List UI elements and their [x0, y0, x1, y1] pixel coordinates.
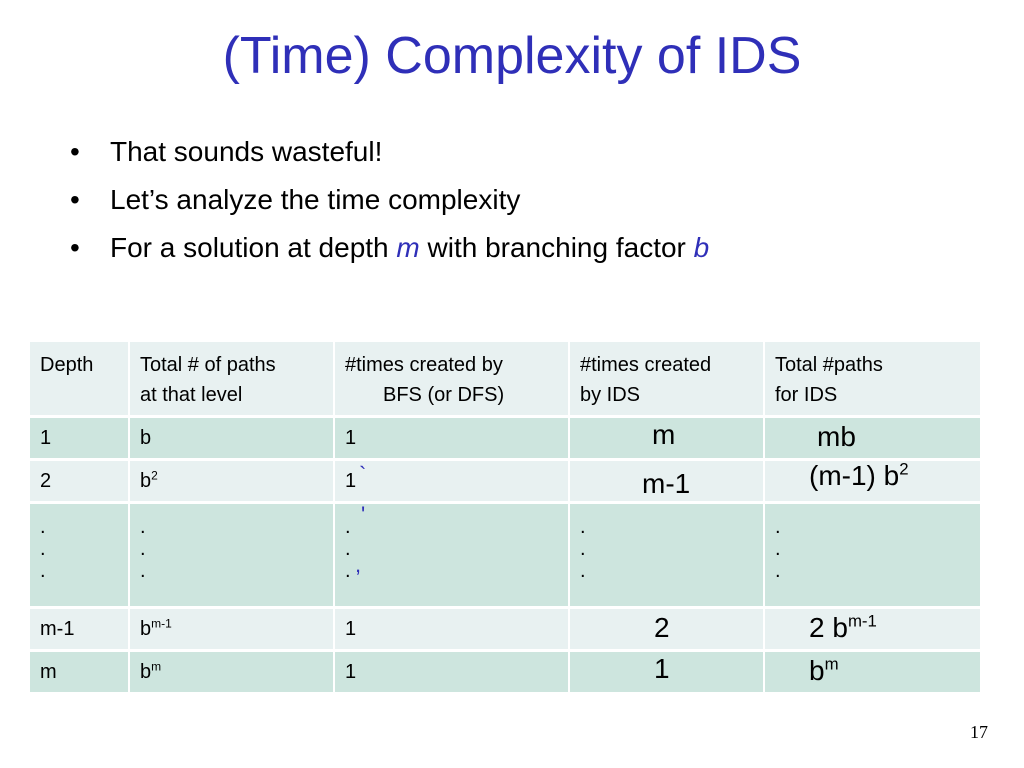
bullet-text: For a solution at depth — [110, 232, 397, 263]
cell-total: . . . — [765, 504, 980, 606]
cell-total: (m-1) $b^2$ — [765, 461, 980, 501]
bullet-marker: • — [70, 136, 80, 167]
variable-b: b — [693, 232, 710, 263]
cell-depth: m — [30, 652, 130, 692]
bullet-item — [70, 224, 709, 272]
cell-ids: 1 — [570, 652, 765, 692]
cell-total: mb — [765, 418, 980, 458]
cell-ids: . . . — [570, 504, 765, 606]
cell-ids: m-1 — [570, 461, 765, 501]
cell-paths: b — [130, 418, 335, 458]
bullet-marker: • — [70, 184, 80, 215]
cell-paths: $b^m$ — [130, 652, 335, 692]
tick-mark: ' — [361, 502, 366, 527]
cell-bfs: 1 — [335, 652, 570, 692]
header-bfs-times: #times created by BFS (or DFS) — [335, 342, 570, 415]
table-row — [30, 652, 980, 695]
bullet-text: Let’s analyze the time complexity — [110, 184, 521, 215]
table-row — [30, 609, 980, 652]
table-row — [30, 418, 980, 461]
table-row — [30, 461, 980, 504]
cell-bfs: 1 ` — [335, 461, 570, 501]
cell-depth: m-1 — [30, 609, 130, 649]
cell-bfs: . . . ' , — [335, 504, 570, 606]
variable-m: m — [396, 232, 420, 263]
header-total-ids: Total #paths for IDS — [765, 342, 980, 415]
header-total-paths: Total # of paths at that level — [130, 342, 335, 415]
cell-bfs: 1 — [335, 609, 570, 649]
bullet-text: with branching factor — [419, 232, 694, 263]
slide-title: (Time) Complexity of IDS — [222, 27, 802, 85]
cell-total: 2 $b^{m-1}$ — [765, 609, 980, 649]
cell-paths: $b^{m-1}$ — [130, 609, 335, 649]
complexity-table — [30, 342, 980, 695]
cell-depth: 2 — [30, 461, 130, 501]
table-header-row — [30, 342, 980, 418]
cell-depth: . . . — [30, 504, 130, 606]
header-ids-times: #times created by IDS — [570, 342, 765, 415]
tick-mark: , — [355, 552, 362, 577]
cell-bfs: 1 — [335, 418, 570, 458]
cell-depth: 1 — [30, 418, 130, 458]
bullet-item — [70, 176, 709, 224]
bullet-list — [70, 128, 709, 272]
cell-ids: m — [570, 418, 765, 458]
table-row — [30, 504, 980, 609]
cell-paths: $b^2$ — [130, 461, 335, 501]
header-depth: Depth — [30, 342, 130, 415]
bullet-item — [70, 128, 709, 176]
tick-mark: ` — [359, 462, 367, 487]
cell-paths: . . . — [130, 504, 335, 606]
cell-ids: 2 — [570, 609, 765, 649]
bullet-text: That sounds wasteful! — [110, 136, 383, 167]
page-number: 17 — [970, 722, 988, 742]
cell-total: $b^m$ — [765, 652, 980, 692]
bullet-marker: • — [70, 232, 80, 263]
